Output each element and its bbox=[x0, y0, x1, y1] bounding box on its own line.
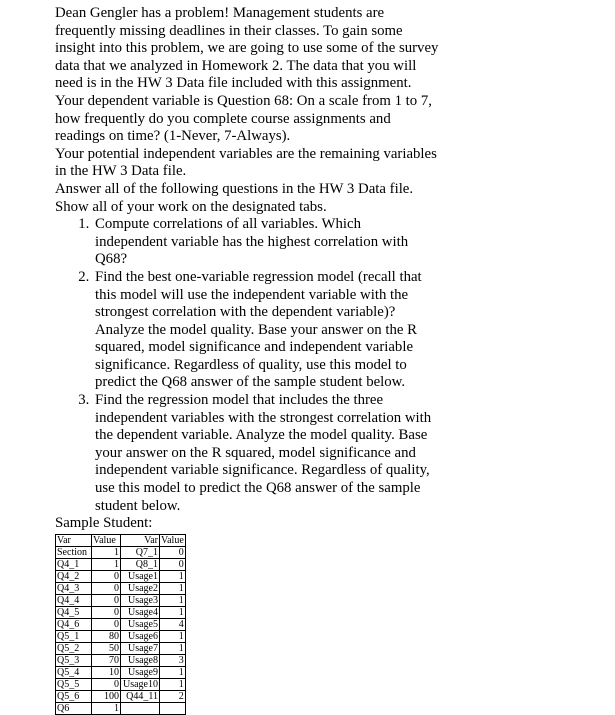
table-row bbox=[56, 642, 186, 654]
var-cell: Usage5 bbox=[121, 618, 160, 630]
value-cell: 4 bbox=[160, 618, 186, 630]
value-cell: 1 bbox=[160, 606, 186, 618]
var-cell: Q4_4 bbox=[56, 594, 92, 606]
sample-student-table-header bbox=[56, 534, 186, 546]
table-header-row bbox=[56, 534, 186, 546]
header-var-1: Var bbox=[56, 534, 92, 546]
var-cell: Section bbox=[56, 546, 92, 558]
value-cell: 1 bbox=[160, 678, 186, 690]
value-cell: 80 bbox=[92, 630, 121, 642]
value-cell: 1 bbox=[160, 642, 186, 654]
var-cell: Q4_1 bbox=[56, 558, 92, 570]
var-cell: Usage2 bbox=[121, 582, 160, 594]
paragraph-instructions: Answer all of the following questions in the HW 3 Data file. Show all of your work on the designated tabs. bbox=[55, 180, 414, 215]
table-row bbox=[56, 570, 186, 582]
value-cell: 70 bbox=[92, 654, 121, 666]
header-var-2: Var bbox=[121, 534, 160, 546]
value-cell: 1 bbox=[92, 702, 121, 714]
var-cell: Usage7 bbox=[121, 642, 160, 654]
value-cell: 2 bbox=[160, 690, 186, 702]
var-cell: Q8_1 bbox=[121, 558, 160, 570]
table-row bbox=[56, 594, 186, 606]
paragraph-intro: Dean Gengler has a problem! Management students are frequently missing deadlines in their classes. To gain some insight into this problem, we are going to use some of the survey data that we analyzed in Homework 2. The data that you will need is in the HW 3 Data file included with this assignment. Your dependent variable is Question 68: On a scale from 1 to 7, how frequently do you complete course assignments and readings on time? (1-Never, 7-Always). bbox=[55, 5, 439, 145]
var-cell: Q4_6 bbox=[56, 618, 92, 630]
table-row bbox=[56, 666, 186, 678]
question-list bbox=[55, 216, 435, 515]
header-value-2: Value bbox=[161, 534, 184, 546]
value-cell: 0 bbox=[92, 618, 121, 630]
var-cell: Q6 bbox=[56, 702, 92, 714]
value-cell: 0 bbox=[92, 582, 121, 594]
var-cell bbox=[121, 702, 160, 714]
question-item-2: 2. Find the best one-variable regression model (recall that this model will use the independent variable with the strongest correlation with the dependent variable)? Analyze the model quality. Base your answer on the R squared, model significance and independent variable significance. Regardless of quality, use this model to predict the Q68 answer of the sample student below. bbox=[93, 269, 435, 392]
value-cell bbox=[160, 702, 186, 714]
table-row bbox=[56, 546, 186, 558]
var-cell: Q5_1 bbox=[56, 630, 92, 642]
value-cell: 1 bbox=[160, 582, 186, 594]
value-cell: 3 bbox=[160, 654, 186, 666]
table-row bbox=[56, 654, 186, 666]
value-cell: 0 bbox=[160, 558, 186, 570]
sample-student-tbody bbox=[56, 546, 186, 714]
var-cell: Q5_5 bbox=[56, 678, 92, 690]
table-row bbox=[56, 582, 186, 594]
question-item-1: 1. Compute correlations of all variables. Which independent variable has the highest correlation with Q68? bbox=[93, 216, 435, 269]
value-cell: 1 bbox=[160, 594, 186, 606]
var-cell: Q5_6 bbox=[56, 690, 92, 702]
value-cell: 1 bbox=[160, 570, 186, 582]
question-item-3: 3. Find the regression model that includes the three independent variables with the strongest correlation with the dependent variable. Analyze the model quality. Base your answer on the R squared, model significance and independent variable significance. Regardless of quality, use this model to predict the Q68 answer of the sample student below. bbox=[93, 392, 435, 515]
var-cell: Q5_3 bbox=[56, 654, 92, 666]
header-value-1: Value bbox=[92, 534, 121, 546]
table-row bbox=[56, 558, 186, 570]
var-cell: Usage6 bbox=[121, 630, 160, 642]
table-row bbox=[56, 618, 186, 630]
var-cell: Q4_5 bbox=[56, 606, 92, 618]
var-cell: Usage10 bbox=[121, 678, 160, 690]
paragraph-independent-variables: Your potential independent variables are the remaining variables in the HW 3 Data file. bbox=[55, 145, 437, 180]
value-cell: 0 bbox=[160, 546, 186, 558]
value-cell: 1 bbox=[160, 630, 186, 642]
value-cell: 0 bbox=[92, 606, 121, 618]
value-cell: 50 bbox=[92, 642, 121, 654]
value-cell: 1 bbox=[92, 558, 121, 570]
value-cell: 0 bbox=[92, 570, 121, 582]
value-cell: 10 bbox=[92, 666, 121, 678]
table-row bbox=[56, 678, 186, 690]
var-cell: Q44_11 bbox=[121, 690, 160, 702]
var-cell: Q4_3 bbox=[56, 582, 92, 594]
table-row bbox=[56, 606, 186, 618]
var-cell: Q4_2 bbox=[56, 570, 92, 582]
var-cell: Q7_1 bbox=[121, 546, 160, 558]
var-cell: Usage3 bbox=[121, 594, 160, 606]
sample-student-label: Sample Student: bbox=[55, 515, 153, 532]
var-cell: Usage8 bbox=[121, 654, 160, 666]
table-row bbox=[56, 702, 186, 714]
table-row bbox=[56, 630, 186, 642]
var-cell: Usage9 bbox=[121, 666, 160, 678]
value-cell: 0 bbox=[92, 594, 121, 606]
var-cell: Q5_2 bbox=[56, 642, 92, 654]
var-cell: Q5_4 bbox=[56, 666, 92, 678]
var-cell: Usage4 bbox=[121, 606, 160, 618]
sample-student-table bbox=[55, 534, 186, 715]
value-cell: 0 bbox=[92, 678, 121, 690]
var-cell: Usage1 bbox=[121, 570, 160, 582]
value-cell: 1 bbox=[160, 666, 186, 678]
table-row bbox=[56, 690, 186, 702]
value-cell: 1 bbox=[92, 546, 121, 558]
value-cell: 100 bbox=[92, 690, 121, 702]
